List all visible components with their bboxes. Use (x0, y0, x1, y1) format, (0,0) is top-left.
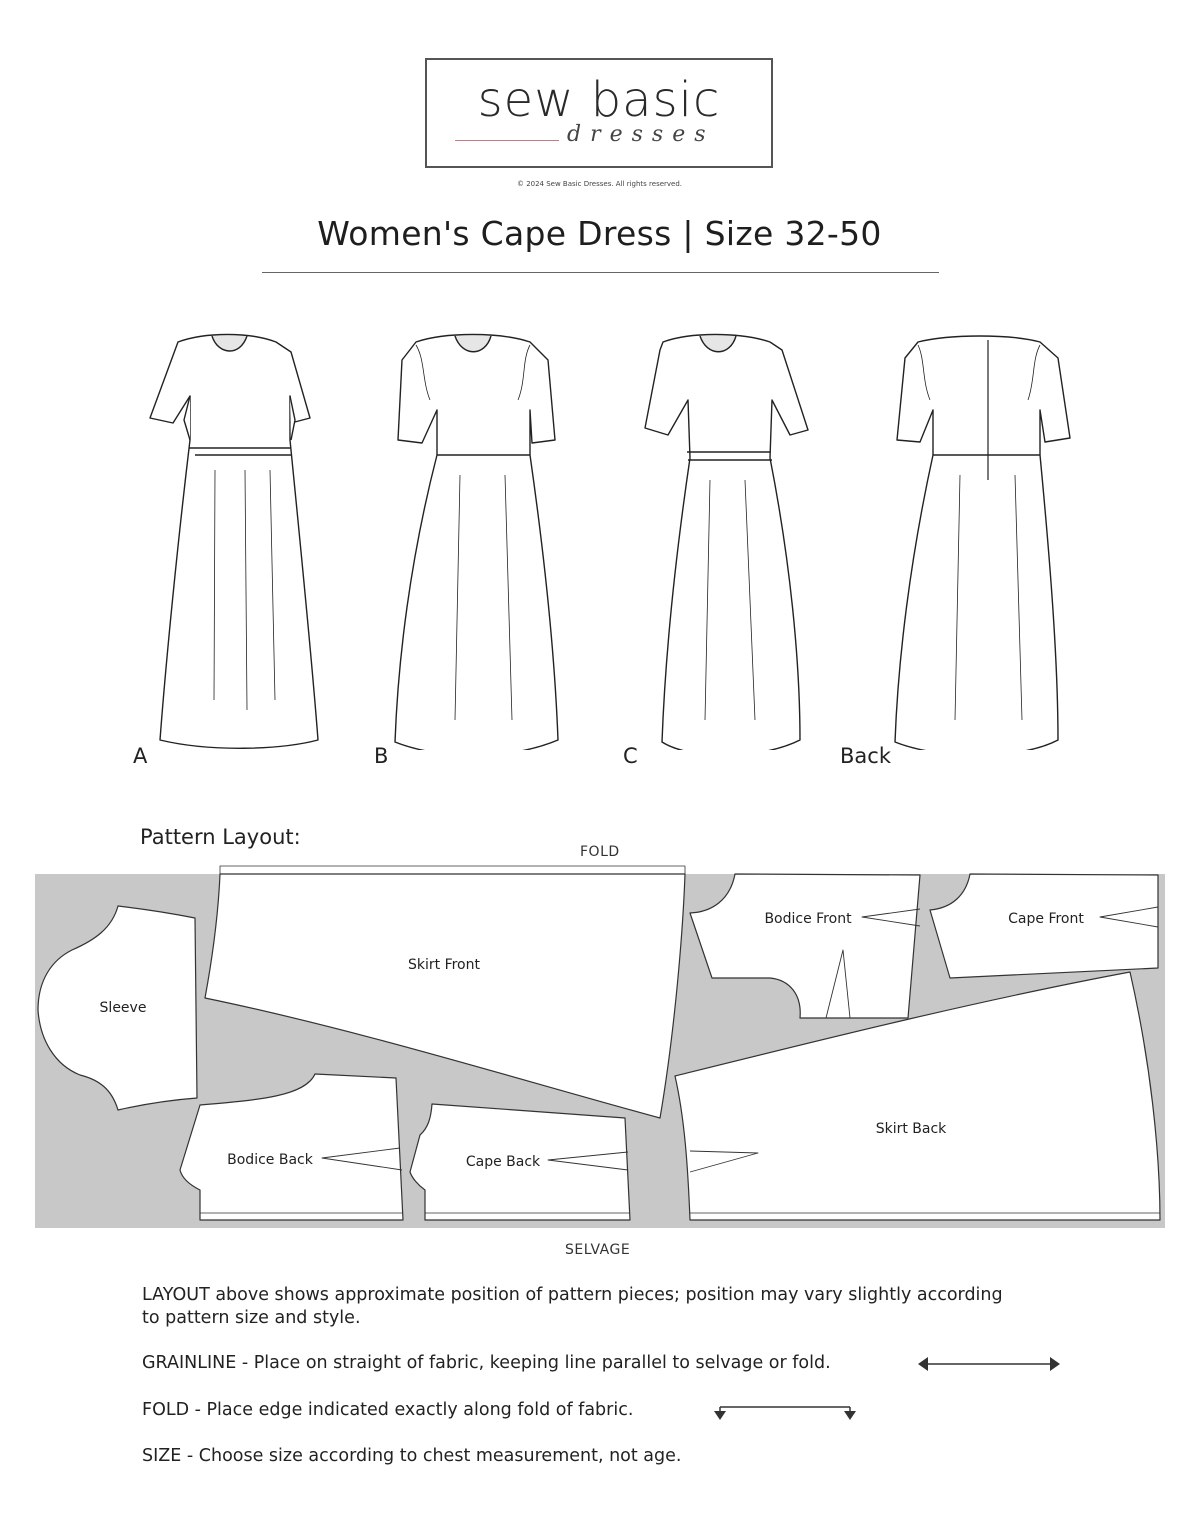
note-grainline: GRAINLINE - Place on straight of fabric, keeping line parallel to selvage or fold. (142, 1353, 831, 1373)
logo-accent-rule (455, 140, 559, 141)
view-label-a: A (133, 744, 148, 768)
logo-main-text: sew basic (477, 72, 721, 128)
fold-arrow-icon (712, 1400, 860, 1424)
piece-label-skirt-back: Skirt Back (875, 1121, 947, 1137)
dress-b-drawing (395, 335, 558, 751)
selvage-label: SELVAGE (565, 1242, 631, 1258)
note-layout: LAYOUT above shows approximate position of pattern pieces; position may vary slightly according to pattern size and style. (142, 1285, 1003, 1328)
dress-back-drawing (895, 336, 1070, 750)
copyright: © 2024 Sew Basic Dresses. All rights reserved. (516, 180, 683, 188)
note-fold: FOLD - Place edge indicated exactly along fold of fabric. (142, 1400, 634, 1420)
piece-label-cape-back: Cape Back (465, 1154, 541, 1170)
piece-label-bodice-back: Bodice Back (227, 1152, 313, 1168)
piece-label-cape-front: Cape Front (1008, 911, 1084, 927)
view-label-c: C (623, 744, 638, 768)
logo (425, 58, 773, 168)
piece-label-skirt-front: Skirt Front (408, 957, 480, 973)
logo-sub-text: dresses (567, 122, 715, 147)
fold-label: FOLD (580, 844, 620, 860)
title-divider (262, 272, 939, 273)
pattern-layout-title: Pattern Layout: (140, 825, 301, 849)
view-label-back: Back (840, 744, 891, 768)
dress-c-drawing (645, 335, 808, 751)
dress-illustrations (0, 320, 1199, 750)
note-size: SIZE - Choose size according to chest measurement, not age. (142, 1446, 682, 1466)
pattern-layout-diagram (0, 860, 1199, 1230)
double-arrow-icon (916, 1354, 1062, 1374)
view-label-b: B (374, 744, 389, 768)
piece-label-bodice-front: Bodice Front (764, 911, 852, 927)
page-title: Women's Cape Dress | Size 32-50 (317, 214, 882, 253)
piece-label-sleeve: Sleeve (99, 1000, 147, 1016)
dress-a-drawing (150, 335, 318, 749)
